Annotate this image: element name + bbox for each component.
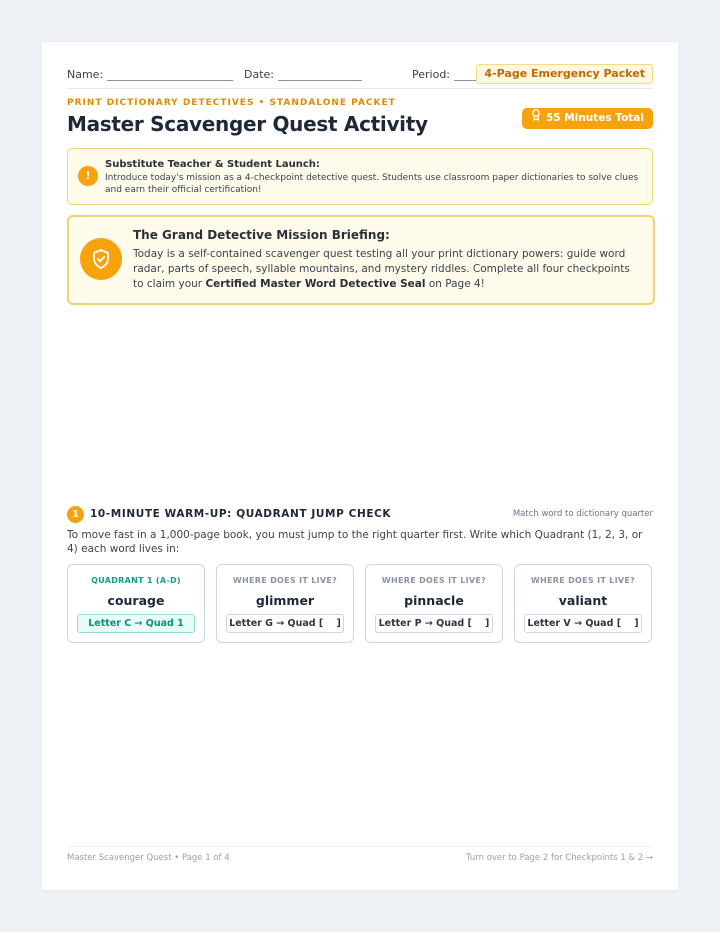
quadrant-cards bbox=[67, 564, 653, 644]
date-field bbox=[244, 68, 362, 81]
quadrant-card bbox=[216, 564, 354, 643]
shield-check-icon bbox=[80, 238, 122, 280]
substitute-note-title: Substitute Teacher & Student Launch: bbox=[105, 159, 320, 170]
section-number-badge: 1 bbox=[67, 506, 84, 523]
card-word: glimmer bbox=[255, 593, 315, 608]
worksheet-content bbox=[67, 42, 653, 890]
ribbon-award-icon bbox=[531, 108, 541, 129]
mission-text-outro: on Page 4! bbox=[425, 278, 485, 290]
substitute-note bbox=[67, 148, 653, 205]
page-footer bbox=[67, 846, 653, 867]
card-label: WHERE DOES IT LIVE? bbox=[530, 576, 636, 585]
date-label: Date: bbox=[244, 68, 274, 81]
quadrant-card bbox=[365, 564, 503, 643]
card-word: courage bbox=[107, 593, 165, 608]
answer-slot[interactable]: Letter G → Quad [ ] bbox=[226, 614, 344, 633]
date-line[interactable] bbox=[278, 70, 362, 81]
mission-text-intro: Today is a self-contained scavenger quest testing all your print dictionary powers: guide word radar, parts of speech, syllable mountains, and mystery riddles. Complete all four checkpoints to claim your bbox=[133, 248, 630, 290]
substitute-note-text: Introduce today's mission as a 4-checkpoint detective quest. Students use classroom paper dictionaries to solve clues and earn their official certification! bbox=[105, 173, 639, 195]
worksheet-page bbox=[42, 42, 678, 890]
section-1-header bbox=[67, 505, 653, 525]
answer-slot[interactable]: Letter V → Quad [ ] bbox=[524, 614, 642, 633]
card-word: valiant bbox=[558, 593, 608, 608]
name-label: Name: bbox=[67, 68, 104, 81]
answer-slot[interactable]: Letter P → Quad [ ] bbox=[375, 614, 493, 633]
mission-text bbox=[133, 247, 639, 292]
section-hint: Match word to dictionary quarter bbox=[512, 509, 653, 519]
footer-page-info: Master Scavenger Quest • Page 1 of 4 bbox=[67, 853, 230, 863]
card-label: QUADRANT 1 (A-D) bbox=[91, 576, 181, 585]
packet-badge: 4-Page Emergency Packet bbox=[476, 64, 653, 84]
section-title: 10-MINUTE WARM-UP: QUADRANT JUMP CHECK bbox=[90, 508, 392, 520]
mission-title: The Grand Detective Mission Briefing: bbox=[133, 228, 390, 242]
quadrant-card bbox=[514, 564, 652, 643]
card-word: pinnacle bbox=[404, 593, 464, 608]
footer-next-page: Turn over to Page 2 for Checkpoints 1 & 2 → bbox=[465, 853, 653, 863]
section-description: To move fast in a 1,000-page book, you must jump to the right quarter first. Write which Quadrant (1, 2, 3, or 4) each word lives in: bbox=[67, 529, 643, 555]
mission-seal-name: Certified Master Word Detective Seal bbox=[205, 278, 426, 290]
exclamation-icon: ! bbox=[78, 166, 98, 186]
name-field bbox=[67, 68, 233, 81]
time-badge bbox=[522, 108, 653, 129]
student-info-row bbox=[67, 64, 653, 89]
name-line[interactable] bbox=[107, 70, 233, 81]
card-label: WHERE DOES IT LIVE? bbox=[381, 576, 487, 585]
eyebrow-label: PRINT DICTIONARY DETECTIVES • STANDALONE PACKET bbox=[67, 98, 396, 108]
time-badge-label: 55 Minutes Total bbox=[546, 112, 644, 124]
page-title: Master Scavenger Quest Activity bbox=[67, 112, 428, 136]
answer-slot: Letter C → Quad 1 bbox=[77, 614, 195, 633]
card-label: WHERE DOES IT LIVE? bbox=[232, 576, 338, 585]
quadrant-card bbox=[67, 564, 205, 643]
mission-briefing bbox=[67, 215, 655, 305]
period-label: Period: bbox=[412, 68, 451, 81]
